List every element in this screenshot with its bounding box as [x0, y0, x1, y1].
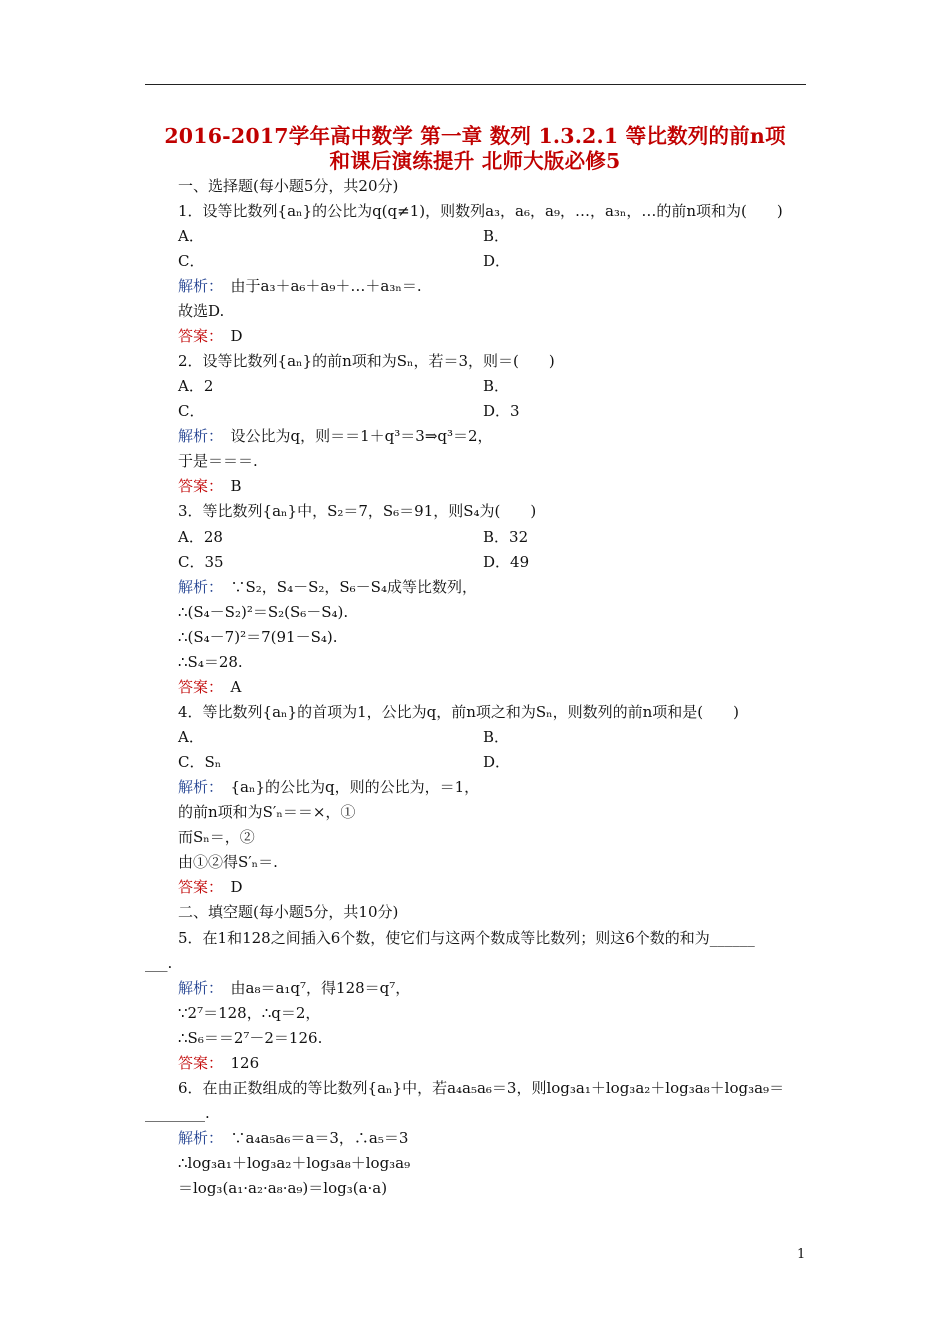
text-line [483, 401, 520, 421]
text-line [178, 877, 243, 897]
line-text: ∴S₄＝28. [178, 653, 243, 671]
line-text: A [215, 678, 242, 696]
line-text: D． [483, 252, 511, 270]
line-text: B． [483, 227, 510, 245]
answer-label: 答案： [178, 327, 216, 345]
text-line [145, 953, 172, 973]
line-text: 由于a₃＋a₆＋a₉＋…＋a₃ₙ＝. [215, 277, 422, 295]
line-text: A．2 [178, 377, 214, 395]
text-line [178, 727, 204, 747]
text-line [178, 902, 398, 922]
line-text: ∵S₂，S₄－S₂，S₆－S₄成等比数列， [215, 578, 477, 596]
line-text: ∴(S₄－S₂)²＝S₂(S₆－S₄). [178, 603, 349, 621]
line-text: 1．设等比数列{aₙ}的公比为q(q≠1)，则数列a₃，a₆，a₉，…，a₃ₙ，…的前n项和为( ) [178, 202, 783, 220]
text-line [178, 1178, 387, 1198]
line-text: 5．在1和128之间插入6个数，使它们与这两个数成等比数列；则这6个数的和为______ [178, 929, 755, 947]
text-line [145, 1103, 210, 1123]
line-text: 3．等比数列{aₙ}中，S₂＝7，S₆＝91，则S₄为( ) [178, 502, 537, 520]
title-line-1: 2016-2017学年高中数学 第一章 数列 1.3.2.1 等比数列的前n项 [164, 124, 786, 148]
text-line [178, 677, 241, 697]
answer-label: 答案： [178, 1054, 216, 1072]
text-line [178, 1153, 410, 1173]
text-line [178, 426, 493, 446]
text-line [178, 201, 783, 221]
line-text: ∴S₆＝＝2⁷－2＝126. [178, 1029, 323, 1047]
line-text: 故选D. [178, 302, 225, 320]
text-line [178, 978, 410, 998]
line-text: D [215, 327, 243, 345]
line-text: ∴log₃a₁＋log₃a₂＋log₃a₈＋log₃a₉ [178, 1154, 411, 1172]
text-line [178, 1128, 408, 1148]
solution-label: 解析： [178, 277, 216, 295]
text-line [178, 1003, 320, 1023]
solution-label: 解析： [178, 1129, 216, 1147]
text-line [178, 527, 223, 547]
answer-label: 答案： [178, 477, 216, 495]
text-line [178, 852, 278, 872]
line-text: 6．在由正数组成的等比数列{aₙ}中，若a₄a₅a₆＝3，则log₃a₁＋log₃a₂＋log₃a₈＋log₃a₉＝ [178, 1079, 785, 1097]
line-text: ∴(S₄－7)²＝7(91－S₄). [178, 628, 338, 646]
line-text: B．32 [483, 528, 529, 546]
text-line [178, 301, 224, 321]
line-text: A．28 [178, 528, 223, 546]
solution-label: 解析： [178, 979, 216, 997]
top-rule [145, 84, 806, 85]
line-text: ________. [145, 1104, 210, 1122]
text-line [178, 777, 479, 797]
text-line [178, 251, 204, 271]
line-text: D．49 [483, 553, 530, 571]
solution-label: 解析： [178, 427, 216, 445]
line-text: 由a₈＝a₁q⁷，得128＝q⁷， [215, 979, 411, 997]
line-text: C．35 [178, 553, 224, 571]
line-text: B． [483, 377, 510, 395]
text-line [178, 928, 755, 948]
text-line [178, 226, 204, 246]
text-line [178, 401, 204, 421]
solution-label: 解析： [178, 778, 216, 796]
text-line [178, 827, 255, 847]
line-text: A． [178, 728, 204, 746]
text-line [178, 1078, 784, 1098]
line-text: 设公比为q，则＝＝1＋q³＝3⇒q³＝2， [215, 427, 493, 445]
text-line [178, 376, 213, 396]
text-line [178, 577, 477, 597]
text-line [178, 1028, 322, 1048]
line-text: 而Sₙ＝，② [178, 828, 255, 846]
text-line [178, 351, 555, 371]
text-line [178, 627, 338, 647]
text-line [483, 552, 529, 572]
text-line [483, 376, 509, 396]
text-line [483, 752, 510, 772]
text-line [178, 802, 355, 822]
line-text: 二、填空题(每小题5分，共10分) [178, 903, 399, 921]
text-line [483, 527, 528, 547]
document-title [140, 124, 810, 174]
text-line [483, 226, 509, 246]
line-text: 4．等比数列{aₙ}的首项为1，公比为q，前n项之和为Sₙ，则数列的前n项和是( ) [178, 703, 740, 721]
line-text: C．Sₙ [178, 753, 222, 771]
text-line [178, 552, 224, 572]
line-text: A． [178, 227, 204, 245]
line-text: 由①②得S′ₙ＝. [178, 853, 278, 871]
text-line [178, 501, 536, 521]
line-text: ＝log₃(a₁·a₂·a₈·a₉)＝log₃(a·a) [178, 1179, 388, 1197]
line-text: 的前n项和为S′ₙ＝＝×，① [178, 803, 356, 821]
line-text: D [215, 878, 243, 896]
line-text: D．3 [483, 402, 520, 420]
solution-label: 解析： [178, 578, 216, 596]
answer-label: 答案： [178, 678, 216, 696]
text-line [483, 727, 509, 747]
line-text: C． [178, 252, 205, 270]
line-text: B． [483, 728, 510, 746]
text-line [483, 251, 510, 271]
line-text: 于是＝＝＝. [178, 452, 258, 470]
line-text: {aₙ}的公比为q，则的公比为，＝1， [215, 778, 480, 796]
line-text: 2．设等比数列{aₙ}的前n项和为Sₙ，若＝3，则＝( ) [178, 352, 555, 370]
line-text: ___. [145, 954, 173, 972]
text-line [178, 276, 422, 296]
text-line [178, 476, 242, 496]
line-text: ∵2⁷＝128，∴q＝2， [178, 1004, 321, 1022]
text-line [178, 752, 221, 772]
text-line [178, 702, 739, 722]
page-number: 1 [797, 1247, 806, 1262]
text-line [178, 1053, 259, 1073]
line-text: C． [178, 402, 205, 420]
line-text: B [215, 477, 242, 495]
text-line [178, 176, 398, 196]
title-line-2: 和课后演练提升 北师大版必修5 [329, 149, 621, 173]
line-text: ∵a₄a₅a₆＝a＝3，∴a₅＝3 [215, 1129, 409, 1147]
text-line [178, 326, 243, 346]
answer-label: 答案： [178, 878, 216, 896]
line-text: D． [483, 753, 511, 771]
text-line [178, 602, 348, 622]
text-line [178, 451, 258, 471]
line-text: 126 [215, 1054, 260, 1072]
line-text: 一、选择题(每小题5分，共20分) [178, 177, 399, 195]
text-line [178, 652, 243, 672]
